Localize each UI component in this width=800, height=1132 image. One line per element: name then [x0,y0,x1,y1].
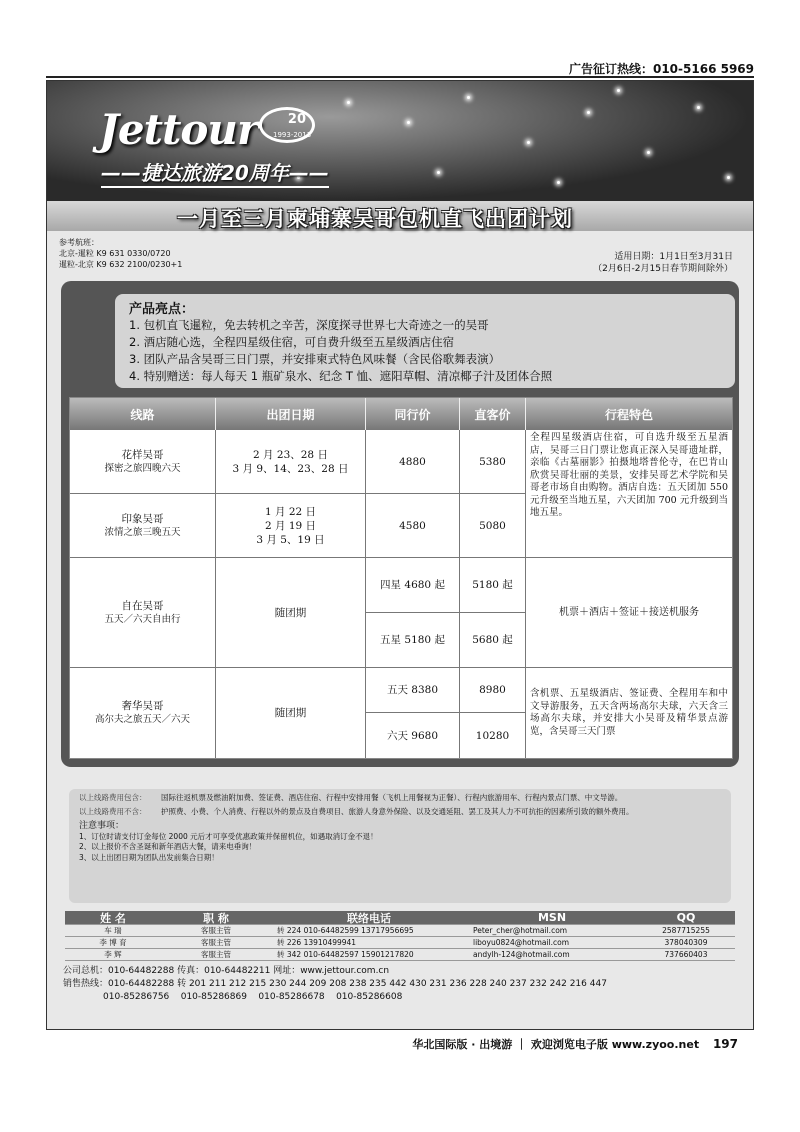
excluded-row [79,807,721,818]
header-title: 职 称 [203,911,229,925]
validity-dates: 适用日期：1月1日至3月31日 [614,252,733,262]
note-item: 1、订位时请支付订金每位 2000 元后才可享受优惠政策并保留机位，如遇取消订金不退！ [79,831,378,841]
feature-item: 3. 团队产品含吴哥三日门票，并安排柬式特色风味餐（含民俗歌舞表演） [129,352,501,366]
route-name: 花样吴哥 [121,448,164,461]
notes-heading: 注意事项： [79,821,125,831]
features-desc: 全程四星级酒店住宿，可自选升级至五星酒店，吴哥三日门票让您真正深入吴哥遗址群，亲临《古墓丽影》拍摄地塔普伦寺，在巴肯山欣赏吴哥壮丽的美景，安排吴哥艺术学院和吴哥老市场自由购物。酒店自选：五天团加 550 元升级至当地五星，六天团加 700 元升级到当地五星。 [526,430,732,558]
sparkle [587,111,590,114]
direct-price: 5380 [460,430,526,494]
contact-qq: 737660403 [664,950,708,959]
dates-cell: 随团期 [216,668,366,758]
feature-item: 1. 包机直飞暹粒，免去转机之辛苦，深度探寻世界七大奇迹之一的吴哥 [129,318,489,332]
flight-info [59,237,182,270]
sparkle [347,101,350,104]
contact-phone: 转 342 010-64482597 15901217820 [277,950,414,959]
sales-hotline: 销售热线：010-64482288 转 201 211 212 215 230 244 209 208 238 235 442 430 231 236 228 240 237 232 242 216 447 [63,979,607,989]
feature-item: 4. 特别赠送：每人每天 1 瓶矿泉水、纪念 T 恤、遮阳草帽、清凉椰子汁及团体合照 [129,369,553,383]
direct-price: 5180 起 [460,558,526,613]
dates-cell: 随团期 [216,558,366,668]
direct-price: 5680 起 [460,613,526,668]
banner [47,81,753,201]
contact-msn: andylh-124@hotmail.com [473,950,570,959]
anniversary-years: 1993-2013 [273,131,312,139]
date-line: 3 月 5、19 日 [256,533,325,546]
col-direct-price: 直客价 [460,398,526,430]
note-item: 2、以上报价不含圣诞和新年酒店大餐，请来电垂询！ [79,842,257,851]
route-sub: 浓情之旅三晚五天 [104,526,181,538]
flight-outbound: 北京-暹粒 K9 631 0330/0720 [59,249,171,258]
route-sub: 五天／六天自由行 [104,613,181,625]
header-qq: QQ [676,911,696,924]
page-title: 一月至三月柬埔寨吴哥包机直飞出团计划 [177,207,573,231]
contact-phone: 转 226 13910499941 [277,938,357,947]
direct-price: 10280 [460,713,526,758]
sparkle [467,96,470,99]
dates-cell [216,430,366,494]
note-item: 3、以上出团日期为团队出发前集合日期！ [79,852,219,862]
contact-row [65,949,735,961]
peer-price: 五星 5180 起 [366,613,460,668]
footer-text: 华北国际版 · 出境游 ｜ 欢迎浏览电子版 www.zyoo.net [412,1038,700,1051]
peer-price: 4880 [366,430,460,494]
slogan: ——捷达旅游20周年—— [101,157,329,188]
anniversary-badge: 20 [259,107,315,143]
flight-label: 参考航班： [59,238,99,247]
col-features: 行程特色 [526,398,732,430]
features-box [115,294,735,388]
route-cell [70,558,216,668]
top-divider [46,76,754,78]
date-line: 3 月 9、14、23、28 日 [232,462,349,475]
contacts-table [65,911,735,961]
contact-name: 李 辉 [104,950,122,959]
dates-cell [216,494,366,558]
notes-box [69,789,731,903]
features-desc: 机票＋酒店＋签证＋接送机服务 [526,558,732,668]
route-cell [70,668,216,758]
date-line: 1 月 22 日 [264,505,317,518]
route-name: 印象吴哥 [121,512,164,525]
included-row [79,793,721,804]
features-heading: 产品亮点： [129,302,195,317]
col-route: 线路 [70,398,216,430]
direct-price: 5080 [460,494,526,558]
contact-qq: 2587715255 [662,926,710,935]
contact-title: 客服主管 [201,926,231,935]
page-footer [412,1036,738,1052]
feature-item: 2. 酒店随心选，全程四星级住宿，可自费升级至五星级酒店住宿 [129,335,455,349]
company-switchboard: 公司总机：010-64482288 传真：010-64482211 网址：www.jettour.com.cn [63,966,390,976]
route-name: 奢华吴哥 [121,700,164,712]
contact-row [65,937,735,949]
col-peer-price: 同行价 [366,398,460,430]
company-info [63,965,607,1004]
contacts-header [65,911,735,925]
flight-return: 暹粒-北京 K9 632 2100/0230+1 [59,260,183,269]
excluded-label: 以上线路费用不含： [79,806,147,816]
page-number: 197 [712,1037,738,1051]
sparkle [727,176,730,179]
advert-frame [46,80,754,1030]
validity [593,251,733,275]
included-text: 国际往返机票及燃油附加费、签证费、酒店住宿、行程中安排用餐（飞机上用餐视为正餐）、行程内旅游用车、行程内景点门票、中文导游。 [161,793,623,802]
route-sub: 探密之旅四晚六天 [104,462,181,474]
route-cell [70,430,216,494]
contact-qq: 378040309 [664,938,708,947]
sparkle [617,89,620,92]
peer-price: 六天 9680 [366,713,460,758]
contact-msn: liboyu0824@hotmail.com [473,938,570,947]
contact-name: 李 博 育 [99,938,127,947]
sparkle [527,141,530,144]
peer-price: 五天 8380 [366,668,460,713]
contact-title: 客服主管 [201,938,231,947]
col-dates: 出团日期 [216,398,366,430]
header-phone: 联络电话 [347,911,391,925]
excluded-text: 护照费、小费、个人消费、行程以外的景点及自费项目、旅游人身意外保险、以及交通延阻、罢工及其人力不可抗拒的因素所引致的额外费用。 [161,806,634,816]
sparkle [647,151,650,154]
direct-price: 8980 [460,668,526,713]
validity-exclusion: （2月6日-2月15日春节期间除外） [593,264,733,274]
contact-name: 车 瑞 [104,926,122,935]
tour-table [69,397,733,759]
jettour-logo: Jettour [99,105,259,154]
ad-hotline: 广告征订热线：010-5166 5969 [568,62,754,76]
contact-phone: 转 224 010-64482599 13717956695 [277,926,414,935]
header-name: 姓 名 [100,911,126,925]
sparkle [697,106,700,109]
contact-msn: Peter_cher@hotmail.com [473,926,568,935]
sales-hotline-extra: 010-85286756 010-85286869 010-85286678 010-85286608 [63,992,403,1002]
date-line: 2 月 23、28 日 [253,448,328,461]
sparkle [407,121,410,124]
date-line: 2 月 19 日 [264,519,317,532]
contact-title: 客服主管 [201,950,231,959]
peer-price: 4580 [366,494,460,558]
header-msn: MSN [537,911,567,924]
sparkle [557,181,560,184]
route-cell [70,494,216,558]
route-sub: 高尔夫之旅五天／六天 [94,714,190,725]
route-name: 自在吴哥 [121,599,164,612]
peer-price: 四星 4680 起 [366,558,460,613]
included-label: 以上线路费用包含： [79,793,147,802]
features-desc: 含机票、五星级酒店、签证费、全程用车和中文导游服务，五天含两场高尔夫球，六天含三场高尔夫球，并安排大小吴哥及精华景点游览，含吴哥三天门票 [530,688,728,737]
sparkle [437,171,440,174]
contact-row [65,925,735,937]
